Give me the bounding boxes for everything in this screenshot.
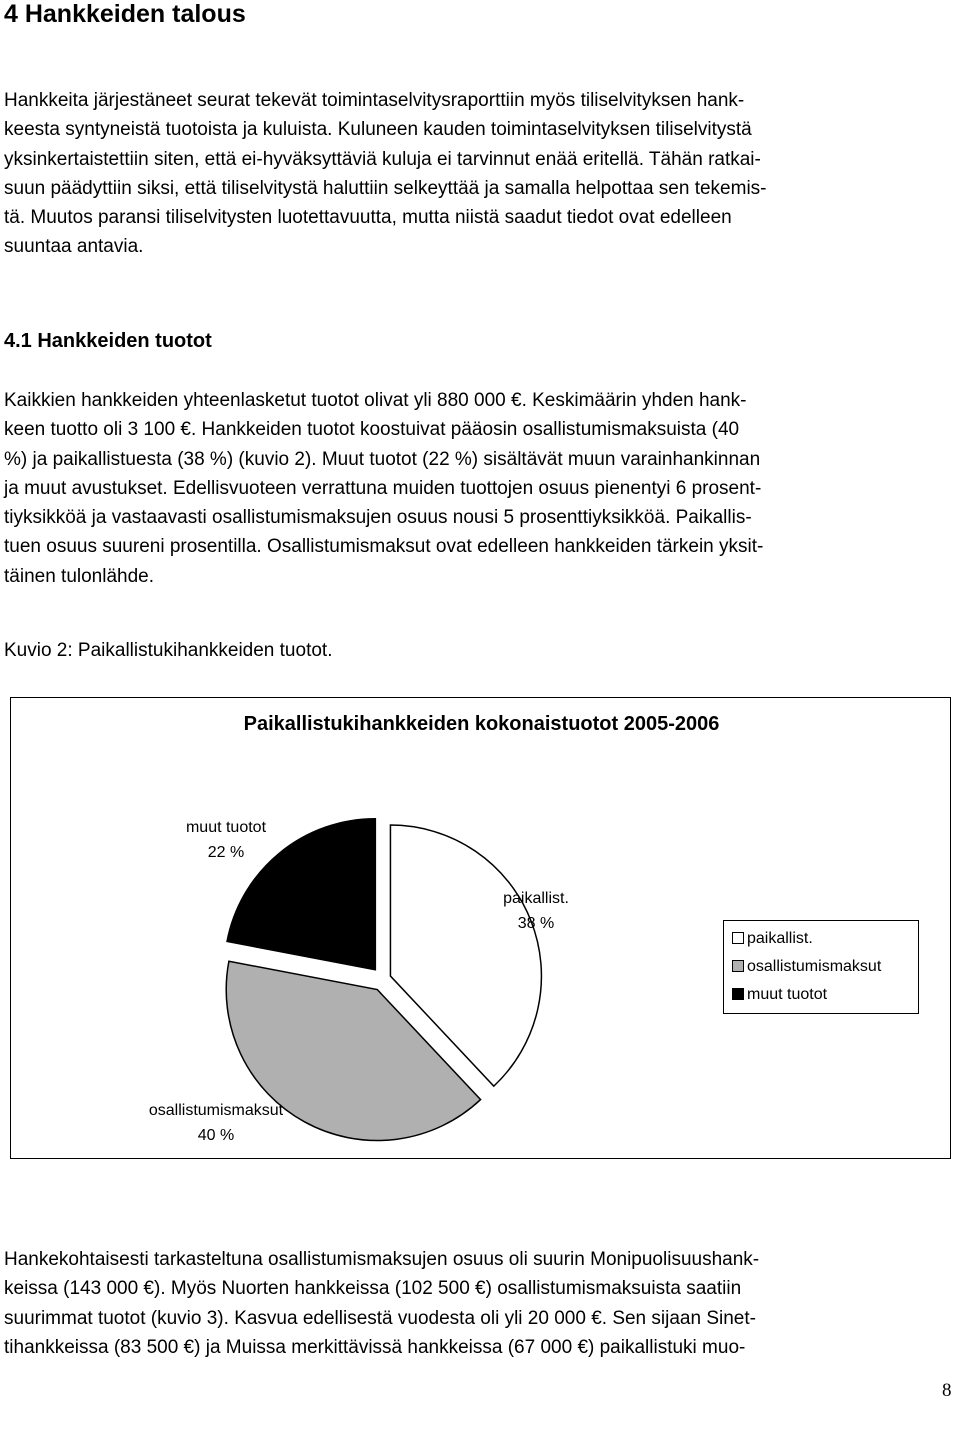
paragraph-line: keesta syntyneistä tuotoista ja kuluista. Kuluneen kauden toimintaselvityksen tiliselvitystä xyxy=(4,119,752,141)
revenue-paragraph xyxy=(4,386,956,591)
pie-chart-figure xyxy=(10,697,951,1159)
subsection-heading: 4.1 Hankkeiden tuotot xyxy=(4,330,212,352)
chart-title: Paikallistukihankkeiden kokonaistuotot 2005-2006 xyxy=(243,713,720,735)
legend-swatch xyxy=(732,932,744,944)
intro-paragraph xyxy=(4,86,956,262)
paragraph-line: suuntaa antavia. xyxy=(4,236,144,258)
legend-label: muut tuotot xyxy=(747,986,828,1003)
paragraph-line: suun päädyttiin siksi, että tiliselvitystä haluttiin selkeyttää ja samalla helpottaa sen tekemis- xyxy=(4,177,767,199)
section-heading: 4 Hankkeiden talous xyxy=(4,0,246,28)
slice-value-label: 40 % xyxy=(197,1127,235,1144)
paragraph-line: Hankkeita järjestäneet seurat tekevät toimintaselvitysraporttiin myös tiliselvityksen hank- xyxy=(4,90,745,111)
closing-paragraph xyxy=(4,1245,956,1362)
legend-swatch xyxy=(732,960,744,972)
chart-legend xyxy=(723,920,919,1014)
paragraph-line: tuen osuus suureni prosentilla. Osallistumismaksut ovat edelleen hankkeiden tärkein yksit- xyxy=(4,536,764,558)
pie-label-muut-tuotot xyxy=(161,815,291,865)
paragraph-line: tä. Muutos paransi tiliselvitysten luotettavuutta, mutta niistä saadut tiedot ovat edelleen xyxy=(4,207,732,229)
pie-group xyxy=(226,819,541,1141)
paragraph-line: keen tuotto oli 3 100 €. Hankkeiden tuotot koostuivat pääosin osallistumismaksuista (40 xyxy=(4,419,740,441)
paragraph-line: tihankkeissa (83 500 €) ja Muissa merkittävissä hankkeissa (67 000 €) paikallistuki muo- xyxy=(4,1336,746,1358)
figure-caption: Kuvio 2: Paikallistukihankkeiden tuotot. xyxy=(4,640,333,661)
slice-label: muut tuotot xyxy=(185,819,267,836)
legend-label: paikallist. xyxy=(747,930,813,947)
paragraph-line: Hankekohtaisesti tarkasteltuna osallistumismaksujen osuus oli suurin Monipuolisuushank- xyxy=(4,1249,760,1270)
legend-item-paikallist xyxy=(732,928,813,950)
legend-item-muut-tuotot xyxy=(732,984,827,1006)
slice-label: osallistumismaksut xyxy=(148,1102,284,1119)
slice-value-label: 38 % xyxy=(517,915,555,932)
pie-label-paikallist xyxy=(481,886,591,936)
paragraph-line: yksinkertaistettiin siten, että ei-hyväksyttäviä kuluja ei tarvinnut enää eritellä. Tähän ratkai- xyxy=(4,148,761,170)
paragraph-line: suurimmat tuotot (kuvio 3). Kasvua edellisestä vuodesta oli yli 20 000 €. Sen sijaan Sinet- xyxy=(4,1307,756,1329)
paragraph-line: keissa (143 000 €). Myös Nuorten hankkeissa (102 500 €) osallistumismaksuista saatiin xyxy=(4,1278,742,1300)
paragraph-line: ja muut avustukset. Edellisvuoteen verrattuna muiden tuottojen osuus pienentyi 6 prosent- xyxy=(4,477,762,499)
legend-swatch xyxy=(732,988,744,1000)
legend-item-osallistumismaksut xyxy=(732,956,881,978)
paragraph-line: tiyksikköä ja vastaavasti osallistumismaksujen osuus nousi 5 prosenttiyksikköä. Paikallis- xyxy=(4,507,752,529)
paragraph-line: täinen tulonlähde. xyxy=(4,565,155,587)
slice-label: paikallist. xyxy=(503,890,569,907)
paragraph-line: Kaikkien hankkeiden yhteenlasketut tuotot olivat yli 880 000 €. Keskimäärin yhden hank- xyxy=(4,390,747,411)
pie-label-osallistumismaksut xyxy=(116,1098,316,1148)
slice-value-label: 22 % xyxy=(207,844,245,861)
paragraph-line: %) ja paikallistuesta (38 %) (kuvio 2). Muut tuotot (22 %) sisältävät muun varainhankinnan xyxy=(4,448,761,470)
legend-label: osallistumismaksut xyxy=(747,958,882,975)
page-number: 8 xyxy=(942,1380,952,1401)
